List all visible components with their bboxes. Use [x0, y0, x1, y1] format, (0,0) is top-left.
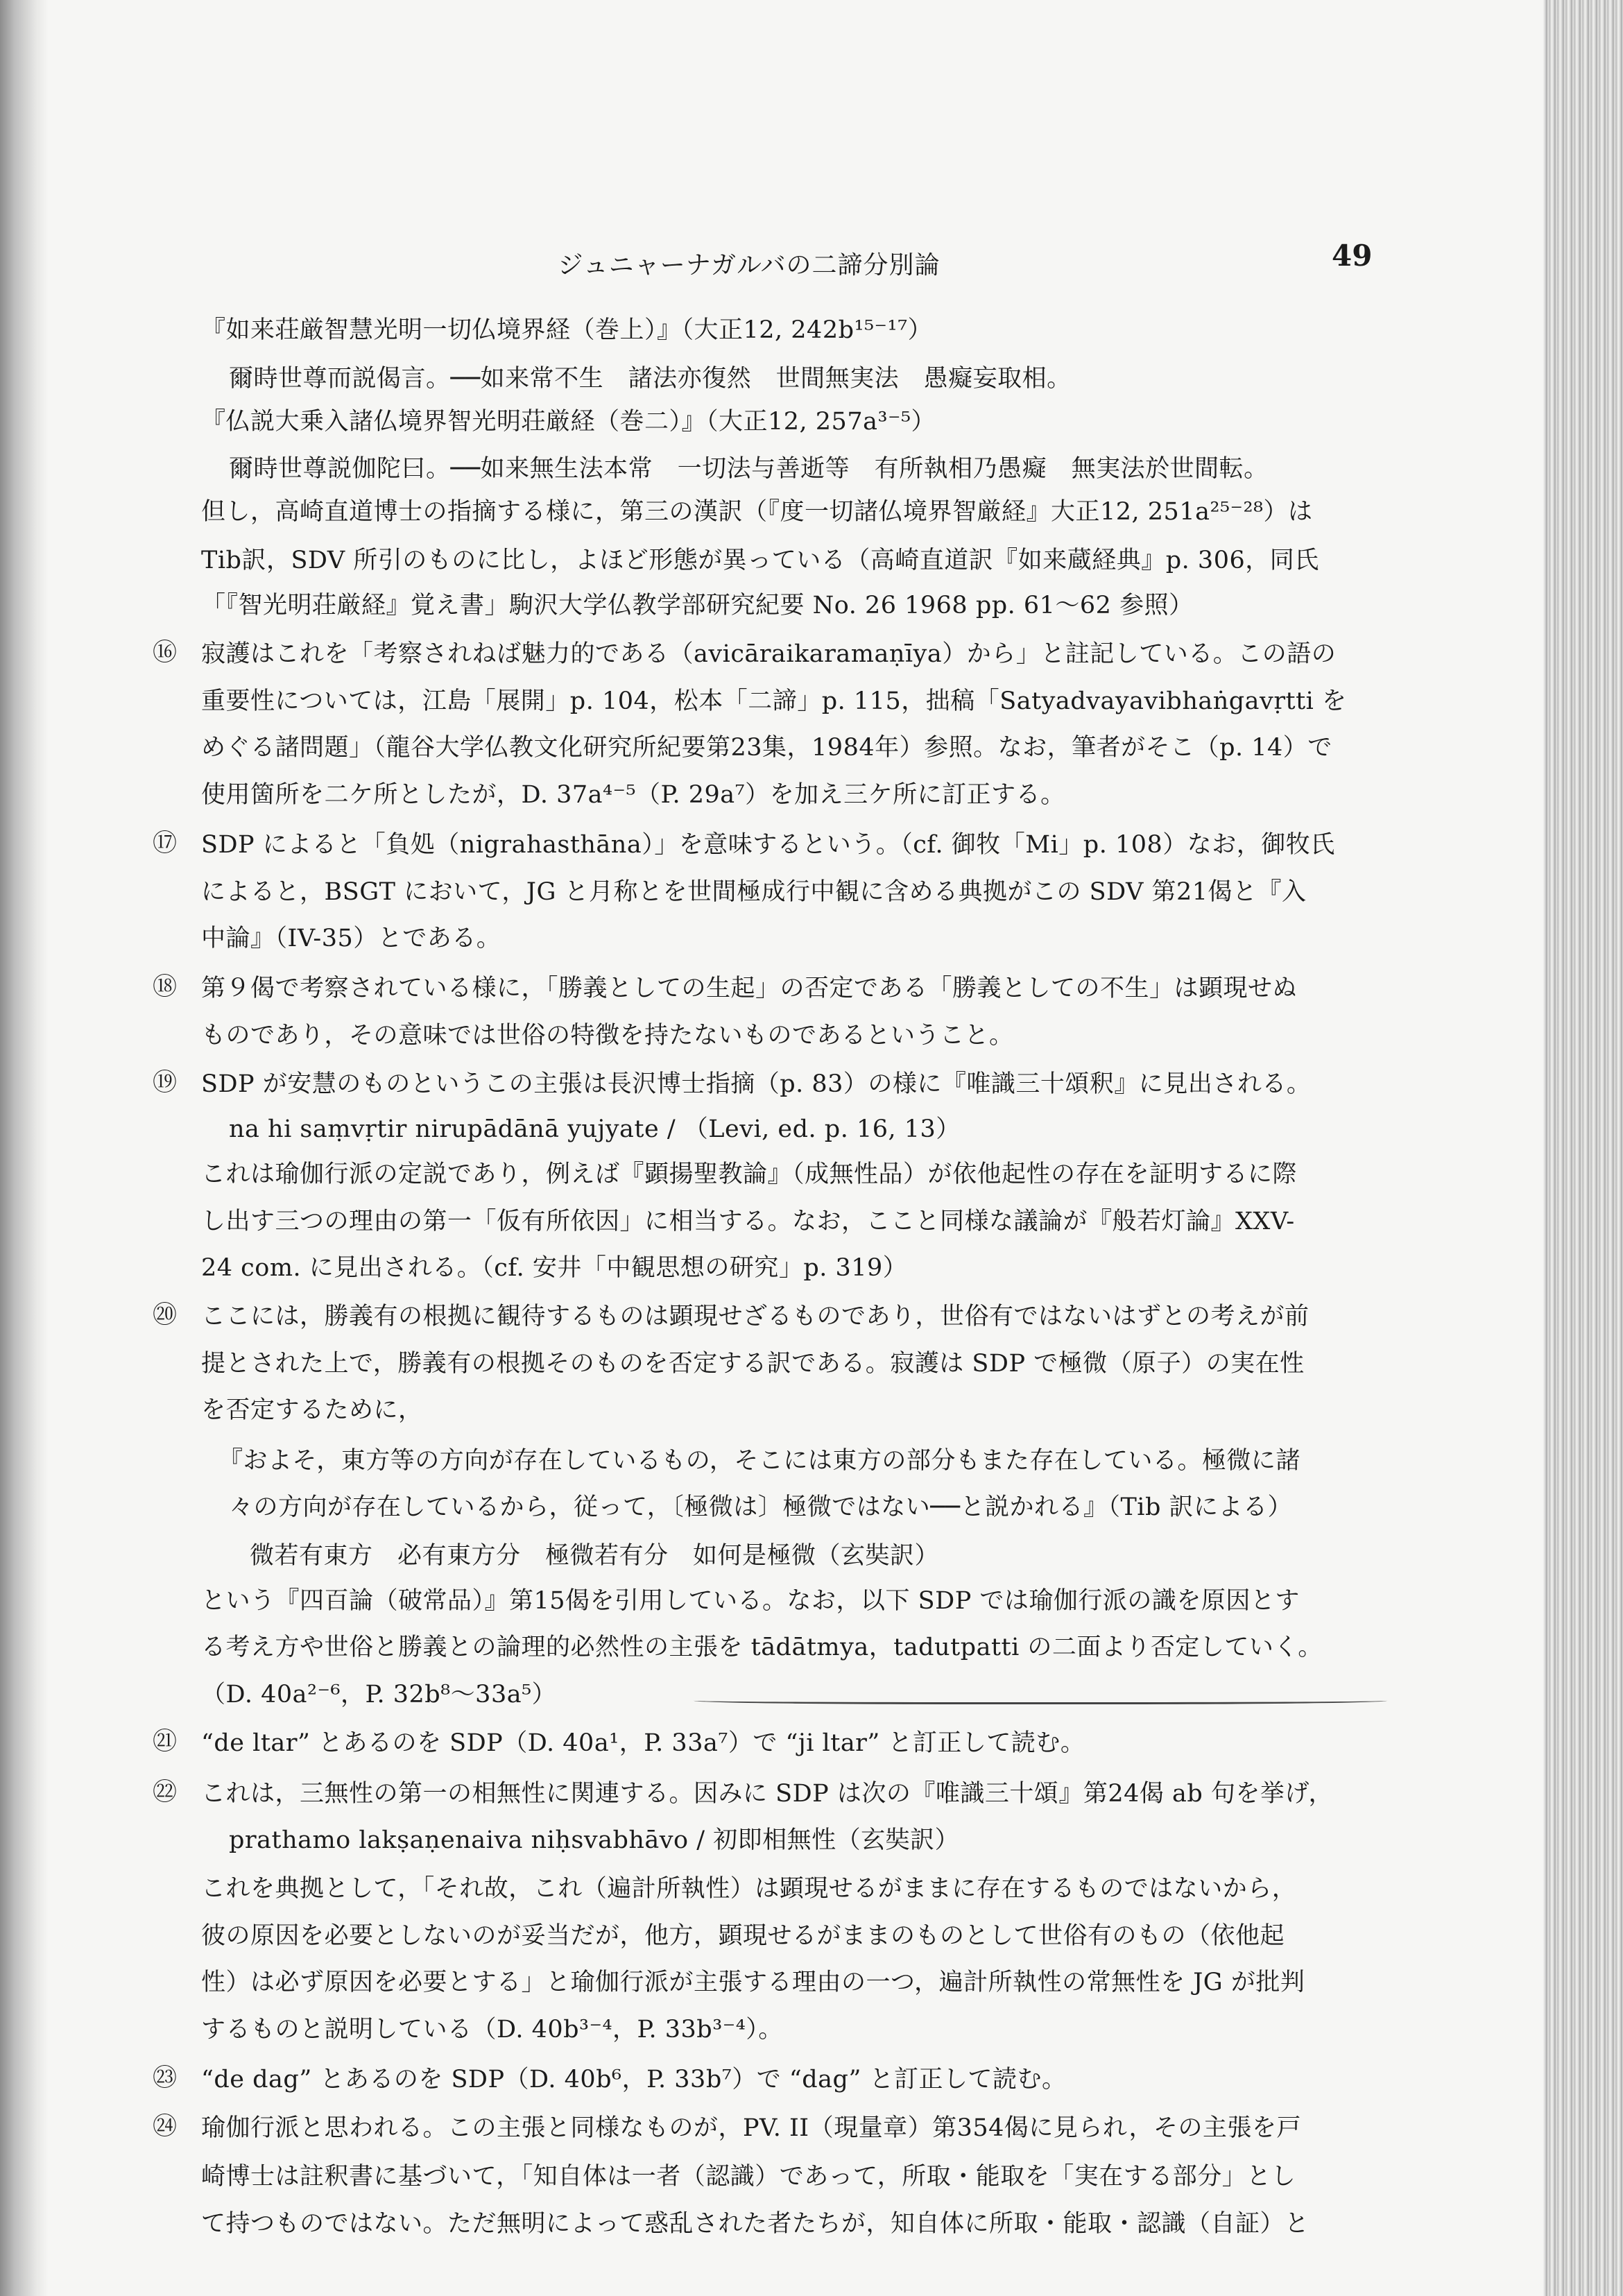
text-line: 提とされた上で，勝義有の根拠そのものを否定する訳である。寂護は SDP で極微（原子）の実在性 [201, 1350, 1305, 1378]
text-line: ものであり，その意味では世俗の特徴を持たないものであるということ。 [201, 1022, 1014, 1050]
text-line: 微若有東方 必有東方分 極微若有分 如何是極微（玄奘訳） [250, 1542, 940, 1570]
text-line: によると，BSGT において，JG と月称とを世間極成行中観に含める典拠がこの SDV 第21偈と『入 [201, 878, 1307, 906]
text-line: するものと説明している（D. 40b³⁻⁴，P. 33b³⁻⁴）。 [201, 2016, 783, 2044]
text-line: という『四百論（破常品）』第15偈を引用している。なお，以下 SDP では瑜伽行派の識を原因とす [201, 1587, 1300, 1615]
text-line: 『およそ，東方等の方向が存在しているもの，そこには東方の部分もまた存在している。極微に諸 [218, 1447, 1300, 1475]
text-line: 寂護はこれを「考察されねば魅力的である（avicāraikaramaṇīya）から」と註記している。この語の [201, 640, 1337, 668]
text-line: 中論』（IV-35）とである。 [201, 925, 501, 952]
text-line: て持つものではない。ただ無明によって惑乱された者たちが，知自体に所取・能取・認識（自証）と [201, 2210, 1309, 2238]
text-line: 重要性については，江島「展開」p. 104，松本「二諦」p. 115，拙稿「Satyadvayavibhaṅgavṛtti を [201, 687, 1347, 715]
scan-edge-left [0, 0, 49, 2296]
note-number: ⑲ [153, 1069, 178, 1097]
running-header [0, 236, 1623, 280]
text-line: これは瑜伽行派の定説であり，例えば『顕揚聖教論』（成無性品）が依他起性の存在を証明するに際 [201, 1160, 1298, 1188]
text-line: これを典拠として，「それ故，これ（遍計所執性）は顕現せるがままに存在するものではないから， [201, 1875, 1297, 1903]
text-line: し出す三つの理由の第一「仮有所依因」に相当する。なお，ここと同様な議論が『般若灯論』XXV- [201, 1208, 1295, 1235]
text-line: る考え方や世俗と勝義との論理的必然性の主張を tādātmya，tadutpatti の二面より否定していく。 [201, 1634, 1323, 1661]
text-line: 第９偈で考察されている様に，「勝義としての生起」の否定である「勝義としての不生」は顕現せぬ [201, 975, 1298, 1002]
text-line: （D. 40a²⁻⁶，P. 32b⁸～33a⁵） [201, 1681, 557, 1708]
text-line: これは，三無性の第一の相無性に関連する。因みに SDP は次の『唯識三十頌』第24偈 ab 句を挙げ， [201, 1780, 1334, 1808]
note-number: ⑰ [153, 830, 178, 857]
text-line: 性）は必ず原因を必要とする」と瑜伽行派が主張する理由の一つ，遍計所執性の常無性を JG が批判 [201, 1969, 1305, 1996]
text-line: “de ltar” とあるのを SDP（D. 40a¹，P. 33a⁷）で “ji ltar” と訂正して読む。 [201, 1729, 1085, 1757]
scan-edge-right [1543, 0, 1623, 2296]
text-line: ここには，勝義有の根拠に観待するものは顕現せざるものであり，世俗有ではないはずとの考えが前 [201, 1303, 1309, 1330]
text-line: prathamo lakṣaṇenaiva niḥsvabhāvo / 初即相無性（玄奘訳） [229, 1826, 960, 1854]
text-line: 「『智光明荘厳経』覚え書」駒沢大学仏教学部研究紀要 No. 26 1968 pp. 61～62 参照） [201, 592, 1194, 619]
note-number: ㉔ [153, 2113, 178, 2141]
note-number: ⑱ [153, 973, 178, 1001]
running-title: ジュニャーナガルバの二諦分別論 [558, 251, 941, 280]
note-number: ⑯ [153, 639, 178, 667]
text-line: Tib訳，SDV 所引のものに比し，よほど形態が異っている（高崎直道訳『如来蔵経典』p. 306，同氏 [201, 547, 1319, 574]
text-line: めぐる諸問題」（龍谷大学仏教文化研究所紀要第23集，1984年）参照。なお，筆者がそこ（p. 14）で [201, 734, 1332, 762]
text-line: na hi saṃvṛtir nirupādānā yujyate / （Levi, ed. p. 16, 13） [229, 1115, 961, 1143]
text-line: を否定するために， [201, 1396, 423, 1424]
text-line: 瑜伽行派と思われる。この主張と同様なものが，PV. II（現量章）第354偈に見られ，その主張を戸 [201, 2114, 1302, 2142]
text-line: 24 com. に見出される。（cf. 安井「中観思想の研究」p. 319） [201, 1254, 908, 1282]
text-line: 但し，高崎直道博士の指摘する様に，第三の漢訳（『度一切諸仏境界智厳経』大正12, 251a²⁵⁻²⁸）は [201, 498, 1313, 526]
text-line: 崎博士は註釈書に基づいて，「知自体は一者（認識）であって，所取・能取を「実在する部分」とし [201, 2163, 1296, 2191]
text-line: 『如来荘厳智慧光明一切仏境界経（巻上）』（大正12, 242b¹⁵⁻¹⁷） [201, 316, 933, 344]
page-number: 49 [1332, 239, 1373, 273]
text-line: SDP によると「負処（nigrahasthāna）」を意味するという。（cf. 御牧「Mi」p. 108）なお，御牧氏 [201, 831, 1335, 859]
note-number: ㉒ [153, 1779, 178, 1806]
text-line: 爾時世尊而説偈言。──如来常不生 諸法亦復然 世間無実法 愚癡妄取相。 [229, 365, 1072, 393]
text-line: 々の方向が存在しているから，従って，〔極微は〕極微ではない──と説かれる』（Tib 訳による） [229, 1493, 1293, 1521]
note-number: ⑳ [153, 1301, 178, 1329]
text-line: 彼の原因を必要としないのが妥当だが，他方，顕現せるがままのものとして世俗有のもの（依他起 [201, 1922, 1285, 1950]
note-number: ㉓ [153, 2064, 178, 2092]
text-line: 『仏説大乗入諸仏境界智光明荘厳経（巻二）』（大正12, 257a³⁻⁵） [201, 408, 936, 436]
text-line: SDP が安慧のものというこの主張は長沢博士指摘（p. 83）の様に『唯識三十頌釈』に見出される。 [201, 1070, 1312, 1098]
text-line: 使用箇所を二ケ所としたが，D. 37a⁴⁻⁵（P. 29a⁷）を加え三ケ所に訂正する。 [201, 781, 1065, 809]
note-number: ㉑ [153, 1728, 178, 1756]
text-line: 爾時世尊説伽陀曰。──如来無生法本常 一切法与善逝等 有所執相乃愚癡 無実法於世間転。 [229, 455, 1269, 483]
handwritten-underline [694, 1695, 1387, 1704]
text-line: “de dag” とあるのを SDP（D. 40b⁶，P. 33b⁷）で “dag” と訂正して読む。 [201, 2066, 1067, 2093]
